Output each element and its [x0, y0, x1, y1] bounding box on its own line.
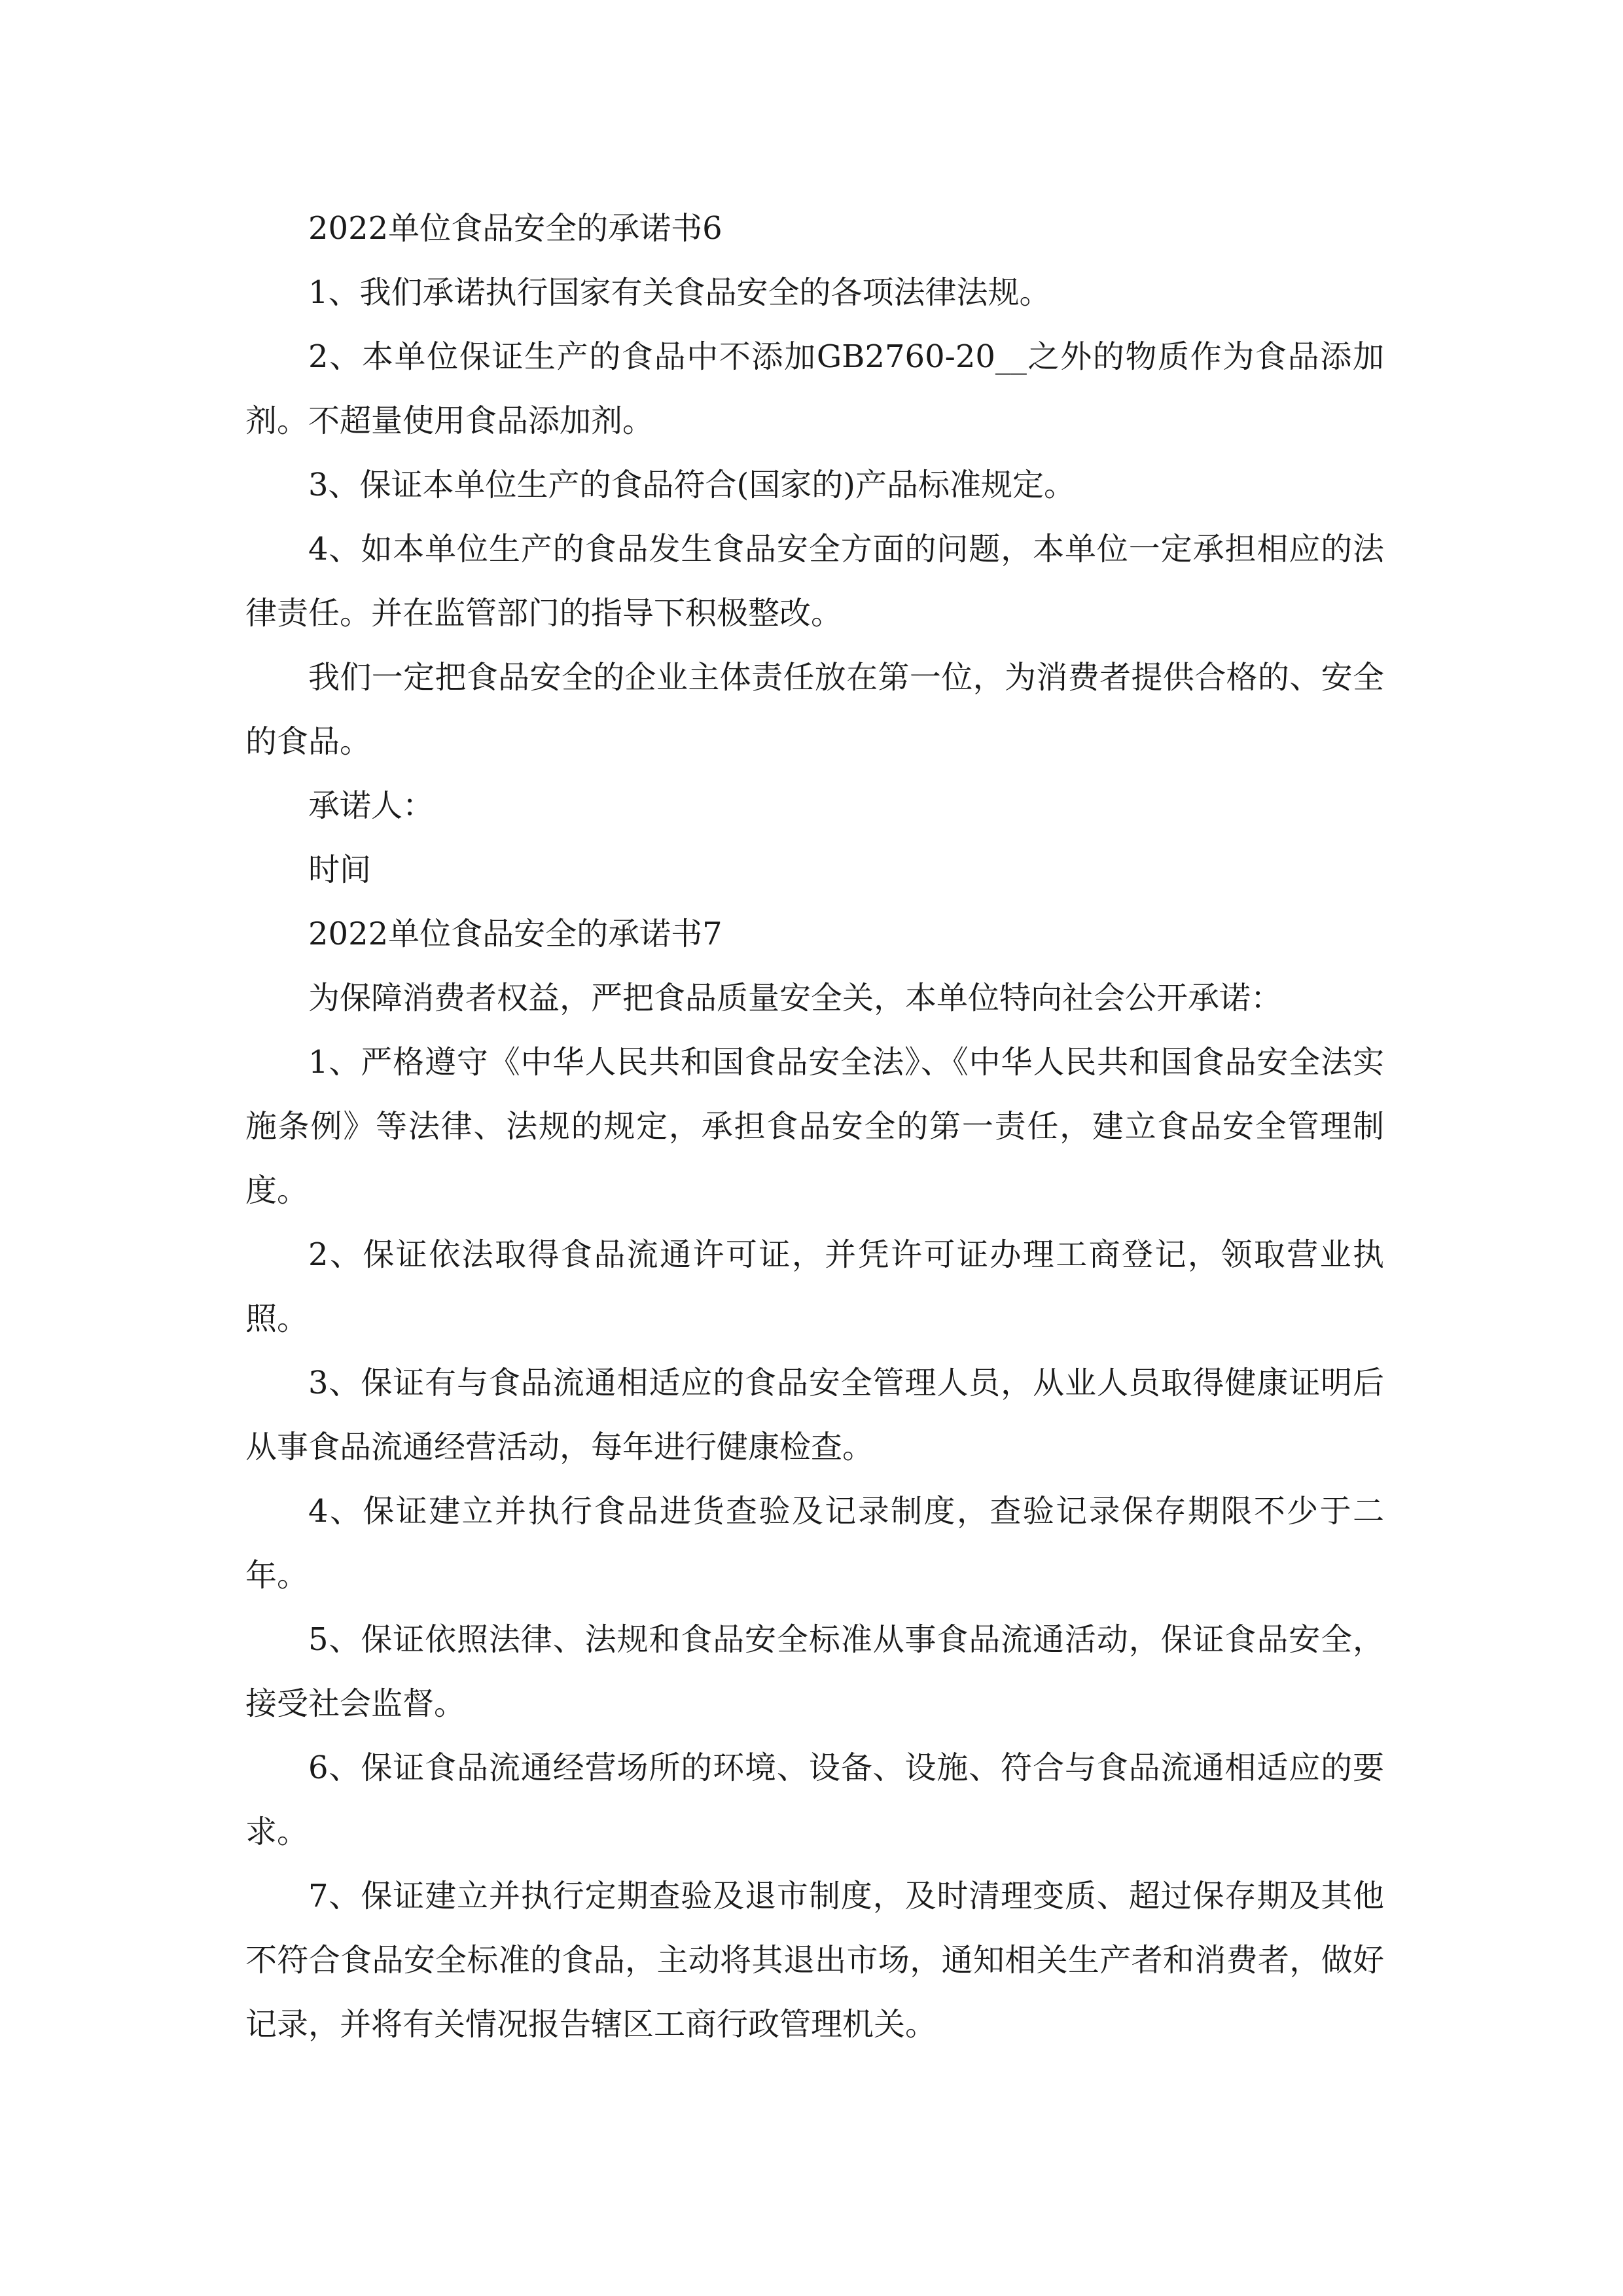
paragraph: 3、保证本单位生产的食品符合(国家的)产品标准规定。 [308, 467, 1075, 503]
signer-label: 承诺人： [308, 787, 435, 824]
paragraph: 4、保证建立并执行食品进货查验及记录制度，查验记录保存期限不少于二年。 [245, 1493, 1384, 1594]
paragraph: 4、如本单位生产的食品发生食品安全方面的问题，本单位一定承担相应的法律责任。并在监管部门的指导下积极整改。 [245, 531, 1384, 632]
paragraph: 7、保证建立并执行定期查验及退市制度，及时清理变质、超过保存期及其他不符合食品安全标准的食品，主动将其退出市场，通知相关生产者和消费者，做好记录，并将有关情况报告辖区工商行政管理机关。 [245, 1878, 1384, 2043]
paragraph: 6、保证食品流通经营场所的环境、设备、设施、符合与食品流通相适应的要求。 [245, 1749, 1384, 1850]
paragraph: 3、保证有与食品流通相适应的食品安全管理人员，从业人员取得健康证明后从事食品流通经营活动，每年进行健康检查。 [245, 1365, 1384, 1465]
paragraph: 1、我们承诺执行国家有关食品安全的各项法律法规。 [308, 274, 1051, 311]
section-title-6: 2022单位食品安全的承诺书6 [308, 210, 722, 247]
paragraph: 1、严格遵守《中华人民共和国食品安全法》、《中华人民共和国食品安全法实施条例》等法律、法规的规定，承担食品安全的第一责任，建立食品安全管理制度。 [245, 1044, 1384, 1209]
paragraph: 5、保证依照法律、法规和食品安全标准从事食品流通活动，保证食品安全，接受社会监督。 [245, 1621, 1384, 1722]
document-body [245, 196, 1384, 2056]
paragraph: 我们一定把食品安全的企业主体责任放在第一位，为消费者提供合格的、安全的食品。 [245, 659, 1384, 760]
paragraph: 为保障消费者权益，严把食品质量安全关，本单位特向社会公开承诺： [308, 980, 1283, 1016]
date-label: 时间 [308, 852, 372, 888]
paragraph: 2、保证依法取得食品流通许可证，并凭许可证办理工商登记，领取营业执照。 [245, 1236, 1384, 1337]
section-title-7: 2022单位食品安全的承诺书7 [308, 916, 722, 952]
paragraph: 2、本单位保证生产的食品中不添加GB2760-20__之外的物质作为食品添加剂。不超量使用食品添加剂。 [245, 338, 1384, 439]
